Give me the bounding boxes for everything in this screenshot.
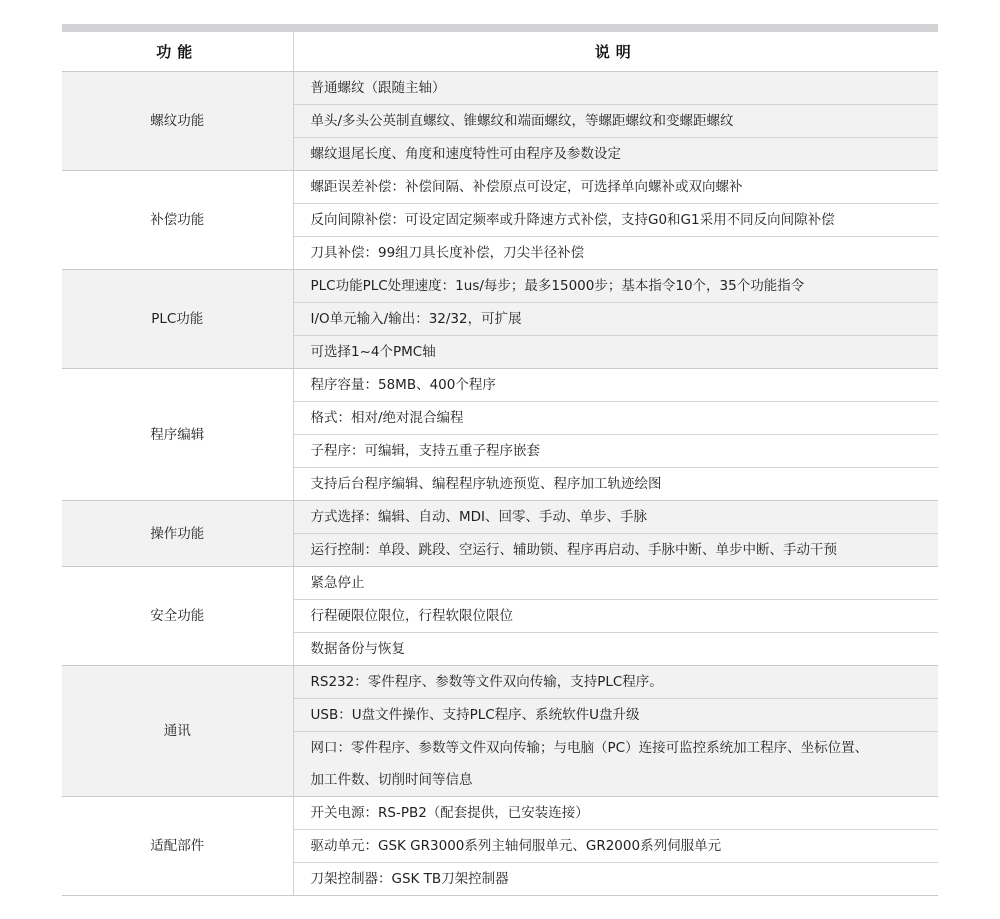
header-function: 功能 [62, 32, 293, 72]
group-program-edit [62, 369, 938, 501]
group-name: 补偿功能 [62, 171, 293, 270]
table-cell: 可选择1~4个PMC轴 [293, 336, 938, 369]
group-name: 螺纹功能 [62, 72, 293, 171]
group-components [62, 797, 938, 896]
top-bar [62, 24, 938, 32]
group-plc [62, 270, 938, 369]
table-cell: 加工件数、切削时间等信息 [293, 764, 938, 797]
group-name: 适配部件 [62, 797, 293, 896]
group-safety [62, 567, 938, 666]
table-cell: 刀架控制器：GSK TB刀架控制器 [293, 863, 938, 896]
group-communication [62, 666, 938, 797]
table-cell: 普通螺纹（跟随主轴） [293, 72, 938, 105]
table-cell: 紧急停止 [293, 567, 938, 600]
table-cell: USB：U盘文件操作、支持PLC程序、系统软件U盘升级 [293, 699, 938, 732]
spec-table-container [62, 24, 938, 896]
group-name: 安全功能 [62, 567, 293, 666]
group-name: PLC功能 [62, 270, 293, 369]
table-cell: 数据备份与恢复 [293, 633, 938, 666]
group-name: 操作功能 [62, 501, 293, 567]
spec-table [62, 32, 938, 896]
table-cell: 程序容量：58MB、400个程序 [293, 369, 938, 402]
table-cell: 格式：相对/绝对混合编程 [293, 402, 938, 435]
table-cell: 单头/多头公英制直螺纹、锥螺纹和端面螺纹，等螺距螺纹和变螺距螺纹 [293, 105, 938, 138]
table-cell: PLC功能PLC处理速度：1us/每步；最多15000步；基本指令10个，35个功能指令 [293, 270, 938, 303]
table-cell: 网口：零件程序、参数等文件双向传输；与电脑（PC）连接可监控系统加工程序、坐标位置、 [293, 732, 938, 765]
table-cell: 支持后台程序编辑、编程程序轨迹预览、程序加工轨迹绘图 [293, 468, 938, 501]
table-cell: I/O单元输入/输出：32/32，可扩展 [293, 303, 938, 336]
group-compensation [62, 171, 938, 270]
table-cell: 刀具补偿：99组刀具长度补偿，刀尖半径补偿 [293, 237, 938, 270]
group-name: 通讯 [62, 666, 293, 797]
table-header [62, 32, 938, 72]
group-operation [62, 501, 938, 567]
table-cell: 行程硬限位限位，行程软限位限位 [293, 600, 938, 633]
table-cell: 反向间隙补偿：可设定固定频率或升降速方式补偿，支持G0和G1采用不同反向间隙补偿 [293, 204, 938, 237]
header-description: 说明 [293, 32, 938, 72]
table-cell: 开关电源：RS-PB2（配套提供，已安装连接） [293, 797, 938, 830]
table-cell: 运行控制：单段、跳段、空运行、辅助锁、程序再启动、手脉中断、单步中断、手动干预 [293, 534, 938, 567]
table-cell: 驱动单元：GSK GR3000系列主轴伺服单元、GR2000系列伺服单元 [293, 830, 938, 863]
table-cell: 子程序：可编辑，支持五重子程序嵌套 [293, 435, 938, 468]
table-cell: 螺距误差补偿：补偿间隔、补偿原点可设定，可选择单向螺补或双向螺补 [293, 171, 938, 204]
table-cell: 方式选择：编辑、自动、MDI、回零、手动、单步、手脉 [293, 501, 938, 534]
table-cell: RS232：零件程序、参数等文件双向传输，支持PLC程序。 [293, 666, 938, 699]
group-name: 程序编辑 [62, 369, 293, 501]
group-thread [62, 72, 938, 171]
table-cell: 螺纹退尾长度、角度和速度特性可由程序及参数设定 [293, 138, 938, 171]
